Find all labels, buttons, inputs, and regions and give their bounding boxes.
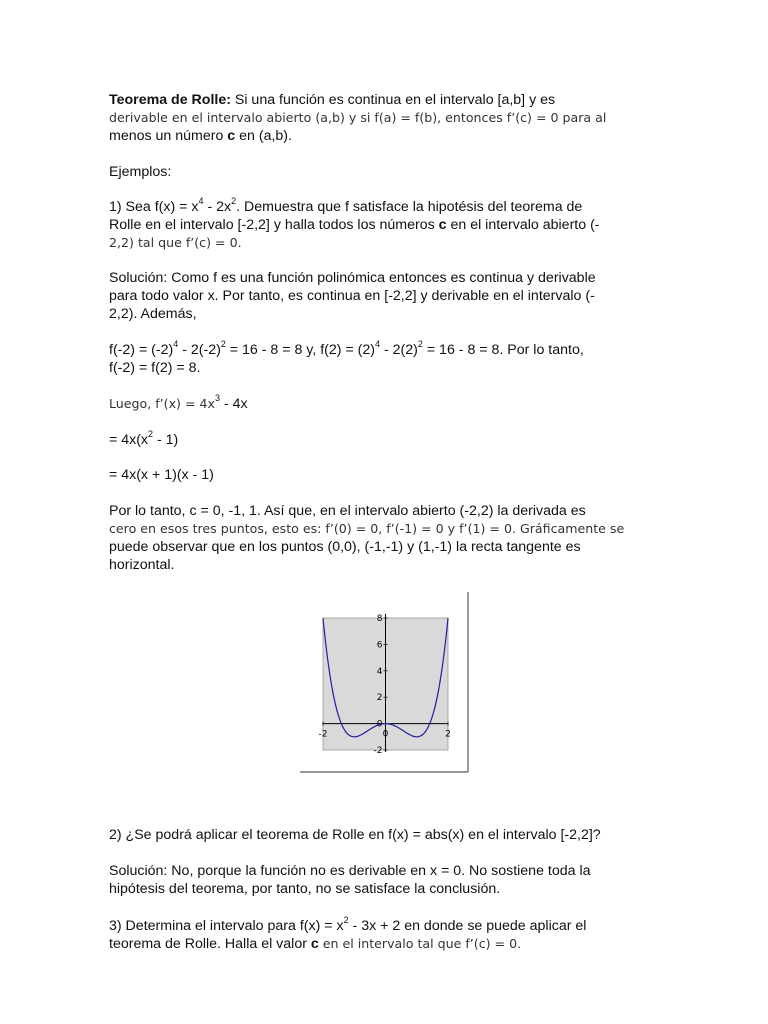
data-point-7 xyxy=(377,725,378,726)
ejemplos-heading: Ejemplos: xyxy=(109,164,172,180)
rolle-line1: Si una función es continua en el intervalo [a,b] y es xyxy=(230,92,556,108)
data-point-3 xyxy=(346,732,347,733)
rolle-line2: derivable en el intervalo abierto (a,b) y si f(a) = f(b), entonces f’(c) = 0 para al xyxy=(109,110,607,125)
ex1-l2a: Rolle en el intervalo [-2,2] y halla todos los números xyxy=(109,217,439,233)
graph-svg xyxy=(296,590,474,776)
x-tick-label-2: 2 xyxy=(445,729,451,740)
data-point-13 xyxy=(424,732,425,733)
ex3-l1b: - 3x + 2 en donde se puede aplicar el xyxy=(348,918,587,934)
y-tick-label-4: 0 xyxy=(376,719,383,730)
data-point-1 xyxy=(330,680,331,681)
ex1-l2b: en el intervalo abierto (- xyxy=(446,217,600,233)
y-tick-label-3: 2 xyxy=(376,693,383,704)
eval-exp-b: 2 xyxy=(220,339,226,350)
rolle-c: c xyxy=(227,128,236,144)
deriv-tail: - 4x xyxy=(220,396,248,412)
solution-2 xyxy=(109,862,669,898)
eval-c: = 16 - 8 = 8 y, f(2) = (2) xyxy=(225,342,376,358)
ex1-l1a: 1) Sea f(x) = x xyxy=(109,199,199,215)
example-1 xyxy=(109,198,669,252)
deriv-s1b: - 1) xyxy=(153,432,179,448)
eval-exp-d: 2 xyxy=(417,339,423,350)
x-tick-label-1: 0 xyxy=(382,729,389,740)
data-point-8 xyxy=(385,723,386,724)
data-point-4 xyxy=(354,736,355,737)
rolle-definition xyxy=(109,91,669,145)
deriv-s1a: = 4x(x xyxy=(109,432,149,448)
rolle-line3b: en (a,b). xyxy=(235,128,292,144)
derivative xyxy=(109,395,669,413)
deriv-s1-exp: 2 xyxy=(148,429,154,440)
eval-a: f(-2) = (-2) xyxy=(109,342,174,358)
eval-d: - 2(2) xyxy=(380,342,418,358)
rolle-line3a: menos un número xyxy=(109,128,228,144)
ex3-l1a: 3) Determina el intervalo para f(x) = x xyxy=(109,918,344,934)
example-2: 2) ¿Se podrá aplicar el teorema de Rolle en f(x) = abs(x) en el intervalo [-2,2]? xyxy=(109,827,601,843)
ex3-l2a: teorema de Rolle. Halla el valor xyxy=(109,936,311,952)
data-point-15 xyxy=(440,680,441,681)
y-tick-label-2: 4 xyxy=(376,666,383,677)
concl-l1: Por lo tanto, c = 0, -1, 1. Así que, en el intervalo abierto (-2,2) la derivada es xyxy=(109,503,586,519)
data-point-6 xyxy=(369,729,370,730)
function-graph xyxy=(296,590,474,776)
deriv-exp3: 3 xyxy=(214,393,220,404)
ex3-c: c xyxy=(310,936,319,952)
ex1-l1b: - 2x xyxy=(203,199,232,215)
data-point-16 xyxy=(447,617,448,618)
ex1-l3: 2,2) tal que f’(c) = 0. xyxy=(109,235,242,250)
derivative-step-1 xyxy=(109,431,669,449)
y-tick-label-1: 6 xyxy=(376,640,383,651)
data-point-12 xyxy=(416,736,417,737)
ex1-exp4: 4 xyxy=(198,196,204,207)
concl-l3: puede observar que en los puntos (0,0), (-1,-1) y (1,-1) la recta tangente es xyxy=(109,539,581,555)
sol1-l2: para todo valor x. Por tanto, es continua en [-2,2] y derivable en el intervalo (- xyxy=(109,288,595,304)
example-3 xyxy=(109,917,669,953)
data-point-5 xyxy=(361,734,362,735)
x-tick-label-0: -2 xyxy=(318,729,328,740)
concl-l2: cero en esos tres puntos, esto es: f’(0) = 0, f’(-1) = 0 y f’(1) = 0. Gráficamente se xyxy=(109,521,625,536)
ex3-exp2: 2 xyxy=(343,915,349,926)
y-tick-label-5: -2 xyxy=(373,746,383,756)
eval-exp-c: 4 xyxy=(375,339,381,350)
y-tick-label-0: 8 xyxy=(376,614,383,624)
data-point-0 xyxy=(322,617,323,618)
ex1-c: c xyxy=(438,217,447,233)
eval-e: = 16 - 8 = 8. Por lo tanto, xyxy=(422,342,584,358)
sol1-l1: Solución: Como f es una función polinómica entonces es continua y derivable xyxy=(109,270,596,286)
data-point-14 xyxy=(432,716,433,717)
eval-b: - 2(-2) xyxy=(178,342,221,358)
sol2-l1: Solución: No, porque la función no es derivable en x = 0. No sostiene toda la xyxy=(109,863,591,879)
data-point-10 xyxy=(401,729,402,730)
ex1-exp2: 2 xyxy=(231,196,237,207)
eval-exp-a: 4 xyxy=(173,339,179,350)
derivative-step-2: = 4x(x + 1)(x - 1) xyxy=(109,467,214,483)
data-point-11 xyxy=(408,734,409,735)
eval-line2: f(-2) = f(2) = 8. xyxy=(109,360,201,376)
deriv-luego: Luego, f’(x) = 4x xyxy=(109,396,215,411)
data-point-2 xyxy=(338,716,339,717)
data-point-9 xyxy=(393,725,394,726)
evaluation xyxy=(109,341,669,377)
ex1-l1c: . Demuestra que f satisface la hipotésis del teorema de xyxy=(236,199,583,215)
rolle-title: Teorema de Rolle: xyxy=(109,92,231,108)
conclusion xyxy=(109,502,669,574)
ex3-l2b: en el intervalo tal que f’(c) = 0. xyxy=(318,936,522,951)
sol1-l3: 2,2). Además, xyxy=(109,306,197,322)
solution-1 xyxy=(109,269,669,323)
sol2-l2: hipótesis del teorema, por tanto, no se satisface la conclusión. xyxy=(109,881,501,897)
concl-l4: horizontal. xyxy=(109,557,175,573)
